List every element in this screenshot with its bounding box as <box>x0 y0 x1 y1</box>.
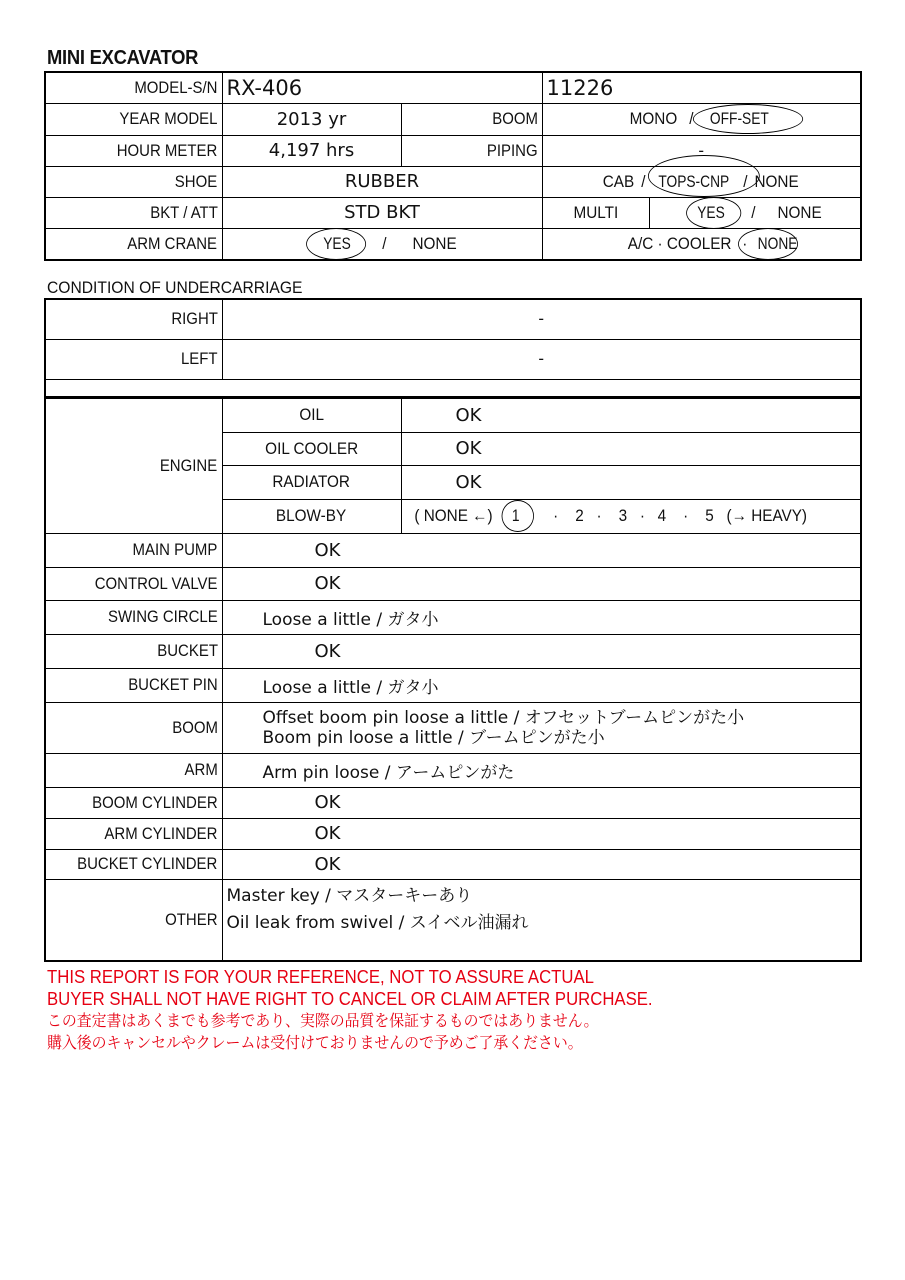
boom-mono-option: MONO <box>629 109 677 128</box>
spacer-row <box>45 379 861 397</box>
row-swing-circle <box>45 600 861 634</box>
row-boom <box>45 702 861 753</box>
blowby-scale-rest: · 2 · 3 · 4 · 5 (→ HEAVY) <box>553 506 807 525</box>
oil-label: OIL <box>222 398 401 432</box>
year-value: 2013 yr <box>222 103 401 135</box>
cab-label: CAB <box>602 171 635 191</box>
cab-none-option: NONE <box>754 171 799 191</box>
other-label: OTHER <box>45 879 222 961</box>
radiator-label: RADIATOR <box>222 465 401 499</box>
boom-label: BOOM <box>45 702 222 753</box>
other-value-line: Master key / マスターキーあり <box>226 885 473 906</box>
boom-type-options <box>542 103 861 135</box>
oil-value: OK <box>401 398 861 432</box>
ac-label: A/C · COOLER <box>628 233 732 253</box>
cab-options <box>542 166 861 197</box>
undercarriage-row-right <box>45 299 861 339</box>
blowby-label: BLOW-BY <box>222 499 401 533</box>
row-bucket <box>45 634 861 668</box>
spec-row-arm-crane <box>45 228 861 260</box>
arm-cylinder-label: ARM CYLINDER <box>45 818 222 849</box>
spec-row-year <box>45 103 861 135</box>
arm-crane-none-option: NONE <box>412 233 457 253</box>
page-title: MINI EXCAVATOR <box>47 47 199 69</box>
row-bucket-pin <box>45 668 861 702</box>
oil-cooler-value: OK <box>401 432 861 465</box>
multi-yes-option: YES <box>695 203 726 223</box>
radiator-value: OK <box>401 465 861 499</box>
main-pump-value: OK <box>222 533 861 567</box>
ac-separator: · <box>742 233 748 253</box>
other-value-line: Oil leak from swivel / スイベル油漏れ <box>226 912 529 933</box>
main-pump-label: MAIN PUMP <box>45 533 222 567</box>
disclaimer <box>47 967 698 1053</box>
row-arm-cylinder <box>45 818 861 849</box>
bucket-value: OK <box>222 634 861 668</box>
row-bucket-cylinder <box>45 849 861 879</box>
cab-separator: / <box>641 171 646 191</box>
row-other <box>45 879 861 961</box>
hour-value: 4,197 hrs <box>222 135 401 166</box>
bkt-value: STD BKT <box>222 197 542 228</box>
row-main-pump <box>45 533 861 567</box>
arm-crane-separator: / <box>382 233 387 253</box>
control-valve-label: CONTROL VALVE <box>45 567 222 600</box>
spec-row-shoe <box>45 166 861 197</box>
boom-cylinder-value: OK <box>222 787 861 818</box>
boom-separator: / <box>689 109 694 128</box>
bucket-cylinder-label: BUCKET CYLINDER <box>45 849 222 879</box>
multi-options <box>649 197 861 228</box>
arm-label: ARM <box>45 753 222 787</box>
blowby-prefix: ( NONE ←) <box>413 506 493 525</box>
bucket-label: BUCKET <box>45 634 222 668</box>
spec-table <box>44 71 862 261</box>
ac-none-option: NONE <box>755 234 799 254</box>
model-value: RX-406 <box>222 72 542 103</box>
row-boom-cylinder <box>45 787 861 818</box>
multi-none-option: NONE <box>777 202 822 222</box>
cab-tops-option: TOPS-CNP <box>655 172 734 192</box>
arm-crane-yes-option: YES <box>321 234 352 254</box>
control-valve-value: OK <box>222 567 861 600</box>
other-values <box>222 879 861 961</box>
arm-value: Arm pin loose / アームピンがた <box>222 753 861 787</box>
cab-separator: / <box>742 171 748 191</box>
left-label: LEFT <box>45 339 222 379</box>
boom-offset-option: OFF-SET <box>707 109 772 129</box>
bucket-pin-value: Loose a little / ガタ小 <box>222 668 861 702</box>
spacer-cell <box>45 379 861 397</box>
spec-row-hour <box>45 135 861 166</box>
hour-label: HOUR METER <box>45 135 222 166</box>
arm-crane-options <box>222 228 542 260</box>
undercarriage-heading: CONDITION OF UNDERCARRIAGE <box>47 278 303 297</box>
row-arm <box>45 753 861 787</box>
bucket-pin-label: BUCKET PIN <box>45 668 222 702</box>
oil-cooler-label: OIL COOLER <box>222 432 401 465</box>
multi-separator: / <box>751 202 756 222</box>
year-label: YEAR MODEL <box>45 103 222 135</box>
disclaimer-line: THIS REPORT IS FOR YOUR REFERENCE, NOT TO ASSURE ACTUAL <box>47 967 594 987</box>
bkt-label: BKT / ATT <box>45 197 222 228</box>
disclaimer-line: 購入後のキャンセルやクレームは受付けておりませんので予めご了承ください。 <box>47 1032 583 1052</box>
undercarriage-table <box>44 298 862 398</box>
ac-options <box>542 228 861 260</box>
multi-label: MULTI <box>542 197 649 228</box>
disclaimer-line: BUYER SHALL NOT HAVE RIGHT TO CANCEL OR CLAIM AFTER PURCHASE. <box>47 988 653 1009</box>
arm-cylinder-value: OK <box>222 818 861 849</box>
undercarriage-row-left <box>45 339 861 379</box>
model-sn-label: MODEL-S/N <box>45 72 222 103</box>
boom-cylinder-label: BOOM CYLINDER <box>45 787 222 818</box>
disclaimer-line: この査定書はあくまでも参考であり、実際の品質を保証するものではありません。 <box>47 1011 599 1030</box>
right-value: - <box>222 299 861 339</box>
right-label: RIGHT <box>45 299 222 339</box>
swing-circle-label: SWING CIRCLE <box>45 600 222 634</box>
row-control-valve <box>45 567 861 600</box>
spec-row-model <box>45 72 861 103</box>
serial-value: 11226 <box>542 72 861 103</box>
boom-value-line: Boom pin loose a little / ブームピンがた小 <box>262 727 605 748</box>
blowby-selected-value: 1 <box>511 506 520 526</box>
condition-table <box>44 397 862 962</box>
left-value: - <box>222 339 861 379</box>
piping-value: - <box>542 135 861 166</box>
bucket-cylinder-value: OK <box>222 849 861 879</box>
shoe-value: RUBBER <box>222 166 542 197</box>
arm-crane-label: ARM CRANE <box>45 228 222 260</box>
boom-values <box>222 702 861 753</box>
shoe-label: SHOE <box>45 166 222 197</box>
boom-type-label: BOOM <box>401 103 542 135</box>
engine-label: ENGINE <box>45 398 222 533</box>
blowby-scale <box>401 499 861 533</box>
boom-value-line: Offset boom pin loose a little / オフセットブームピンがた小 <box>262 707 745 728</box>
swing-circle-value: Loose a little / ガタ小 <box>222 600 861 634</box>
spec-row-bkt <box>45 197 861 228</box>
piping-label: PIPING <box>401 135 542 166</box>
engine-row-oil <box>45 398 861 432</box>
